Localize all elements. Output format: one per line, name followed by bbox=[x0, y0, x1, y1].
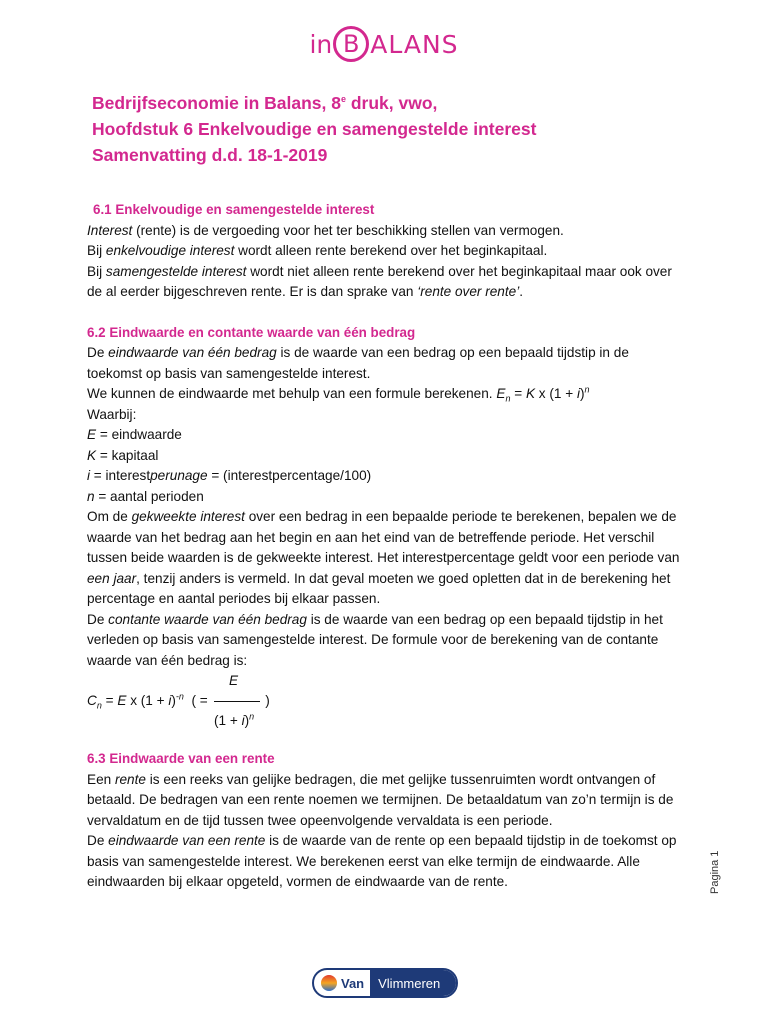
f2-den-b: ) bbox=[244, 713, 250, 728]
logo-b-circle bbox=[333, 26, 369, 62]
term-samengestelde: samengestelde interest bbox=[105, 263, 247, 279]
f1-x: x (1 + bbox=[535, 386, 577, 401]
s63-p1-a: Een bbox=[87, 771, 115, 787]
title-line-3: Samenvatting d.d. 18-1-2019 bbox=[92, 145, 328, 165]
title-line-1-sup: e bbox=[340, 94, 346, 105]
s62-p3-c: , tenzij anders is vermeld. In dat geval moeten we goed opletten dat in de berekening het percentage en aantal periodes bij elkaar passen. bbox=[87, 570, 671, 606]
def-i-perunage: perunage bbox=[150, 468, 208, 483]
f2-sup: -n bbox=[175, 691, 184, 702]
s61-p3-a: Bij bbox=[87, 263, 106, 279]
title-line-2: Hoofdstuk 6 Enkelvoudige en samengestelde interest bbox=[92, 119, 537, 139]
waarbij-label: Waarbij: bbox=[87, 406, 137, 422]
f1-i: i bbox=[576, 386, 580, 401]
s63-p1-b: is een reeks van gelijke bedragen, die met gelijke tussenruimten wordt ontvangen of betaald. De bedragen van een rente noemen we termijnen. De betaaldatum van zo’n termijn is de vervaldatum en de tijd tussen twee opeenvolgende vervaldata is een periode. bbox=[87, 771, 674, 828]
definition-K bbox=[87, 446, 687, 467]
s61-p2-a: Bij bbox=[87, 243, 106, 258]
s61-paragraph-1 bbox=[87, 221, 687, 242]
s62-p3-a: Om de bbox=[87, 509, 132, 524]
s62-p1-a: De bbox=[87, 345, 109, 360]
def-E-text: = eindwaarde bbox=[96, 427, 182, 442]
title-line-1-text: Bedrijfseconomie in Balans, 8 bbox=[92, 93, 341, 113]
s62-p4-b: is de waarde van een bedrag op een bepaald tijdstip in het verleden op basis van samengestelde interest. De formule voor de berekening van de contante waarde van één bedrag is: bbox=[87, 611, 663, 668]
s62-paragraph-4 bbox=[87, 610, 687, 672]
s61-paragraph-3 bbox=[87, 262, 687, 303]
document-title bbox=[92, 90, 536, 168]
def-K-sym: K bbox=[87, 447, 97, 463]
logo-vlimmeren: Vlimmeren bbox=[370, 970, 456, 996]
def-n-sym: n bbox=[87, 488, 95, 504]
f2-denominator bbox=[214, 711, 254, 732]
document-body bbox=[87, 200, 687, 893]
s62-paragraph-2 bbox=[87, 384, 687, 405]
term-interest: Interest bbox=[87, 222, 133, 238]
def-i-sym: i bbox=[87, 468, 91, 483]
spacer bbox=[87, 303, 687, 323]
definition-i bbox=[87, 466, 687, 487]
s63-p2-a: De bbox=[87, 833, 109, 848]
title-line-1 bbox=[92, 90, 536, 116]
s62-p3-b: over een bedrag in een bepaalde periode te berekenen, bepalen we de waarde van het bedrag aan het begin en aan het eind van de betreffende periode. Het verschil tussen beide waarden is de gekweekte interest. Het interestpercentage geldt voor een periode van bbox=[87, 509, 680, 565]
section-6-1-heading: 6.1 Enkelvoudige en samengestelde interest bbox=[93, 202, 375, 217]
term-contante-waarde: contante waarde van één bedrag bbox=[108, 611, 307, 627]
def-K-text: = kapitaal bbox=[96, 447, 159, 463]
term-eindwaarde: eindwaarde van één bedrag bbox=[108, 345, 277, 360]
s61-p3-b: wordt niet alleen rente berekend over het beginkapitaal maar ook over de al eerder bijgeschreven rente. Er is dan sprake van bbox=[87, 263, 672, 299]
s61-p3-c: . bbox=[519, 284, 524, 299]
title-line-1-end: druk, vwo, bbox=[345, 93, 438, 113]
s61-paragraph-2 bbox=[87, 241, 687, 262]
s61-p1-text: (rente) is de vergoeding voor het ter beschikking stellen van vermogen. bbox=[132, 222, 564, 238]
term-een-jaar: een jaar bbox=[87, 570, 137, 586]
logo-b: B bbox=[343, 30, 360, 58]
f1-n-sup: n bbox=[584, 384, 590, 395]
f2-den-a: (1 + bbox=[214, 713, 242, 728]
globe-icon bbox=[321, 975, 337, 991]
s62-p1-b: is de waarde van een bedrag op een bepaald tijdstip in de toekomst op basis van samengestelde interest. bbox=[87, 345, 629, 381]
term-enkelvoudige: enkelvoudige interest bbox=[105, 243, 235, 258]
logo-rest: ALANS bbox=[370, 29, 459, 59]
def-i-text-2: = (interestpercentage/100) bbox=[207, 468, 372, 483]
f1-eq: = bbox=[510, 386, 526, 401]
f2-n-sub: n bbox=[96, 700, 102, 711]
f1-K: K bbox=[525, 386, 536, 401]
f2-C: C bbox=[87, 693, 97, 708]
f2-close: ) bbox=[171, 693, 176, 708]
f2-open: ( = bbox=[183, 693, 212, 708]
section-6-2-heading: 6.2 Eindwaarde en contante waarde van één bedrag bbox=[87, 324, 416, 340]
inbalans-logo bbox=[0, 26, 768, 62]
term-rente: rente bbox=[114, 771, 146, 787]
s63-paragraph-2 bbox=[87, 831, 687, 893]
term-rente-over-rente: ‘rente over rente’ bbox=[417, 284, 520, 299]
term-gekweekte-interest: gekweekte interest bbox=[131, 509, 245, 524]
page-number: Pagina 1 bbox=[709, 850, 721, 894]
f2-eq: = bbox=[101, 693, 118, 708]
f2-E: E bbox=[117, 693, 127, 708]
term-eindwaarde-rente: eindwaarde van een rente bbox=[108, 833, 266, 848]
spacer bbox=[87, 731, 687, 749]
s62-paragraph-1 bbox=[87, 343, 687, 384]
s63-paragraph-1 bbox=[87, 770, 687, 832]
s61-p2-b: wordt alleen rente berekend over het beginkapitaal. bbox=[234, 243, 548, 258]
definition-E bbox=[87, 425, 687, 446]
logo-prefix: in bbox=[309, 29, 333, 59]
logo-van: Van bbox=[341, 975, 365, 991]
section-6-3-heading: 6.3 Eindwaarde van een rente bbox=[87, 751, 275, 766]
s62-paragraph-3 bbox=[87, 507, 687, 610]
fraction-bar bbox=[214, 701, 260, 702]
formula-contante-waarde bbox=[87, 671, 687, 731]
def-E-sym: E bbox=[87, 427, 97, 442]
f2-end: ) bbox=[261, 693, 270, 708]
s62-p2-text: We kunnen de eindwaarde met behulp van een formule berekenen. bbox=[87, 386, 497, 401]
f2-den-sup: n bbox=[249, 711, 255, 722]
def-n-text: = aantal perioden bbox=[94, 488, 204, 504]
def-i-text-1: = interest bbox=[90, 468, 151, 483]
definition-n bbox=[87, 487, 687, 508]
f2-i: i bbox=[168, 693, 172, 708]
f1-E: E bbox=[496, 386, 506, 401]
f1-n-sub: n bbox=[505, 393, 511, 404]
s62-p4-a: De bbox=[87, 611, 109, 627]
f2-x: x (1 + bbox=[126, 693, 169, 708]
f2-den-i: i bbox=[241, 713, 245, 728]
f2-numerator: E bbox=[229, 673, 239, 688]
f1-close: ) bbox=[580, 386, 585, 401]
s63-p2-b: is de waarde van de rente op een bepaald tijdstip in de toekomst op basis van samengestelde interest. We berekenen eerst van elke termijn de eindwaarde. Alle eindwaarden bij elkaar opgeteld, vormen de eindwaarde van de rente. bbox=[87, 833, 677, 889]
formula-eindwaarde bbox=[496, 384, 590, 404]
f2-main-line bbox=[87, 691, 270, 712]
van-vlimmeren-logo bbox=[312, 968, 458, 998]
